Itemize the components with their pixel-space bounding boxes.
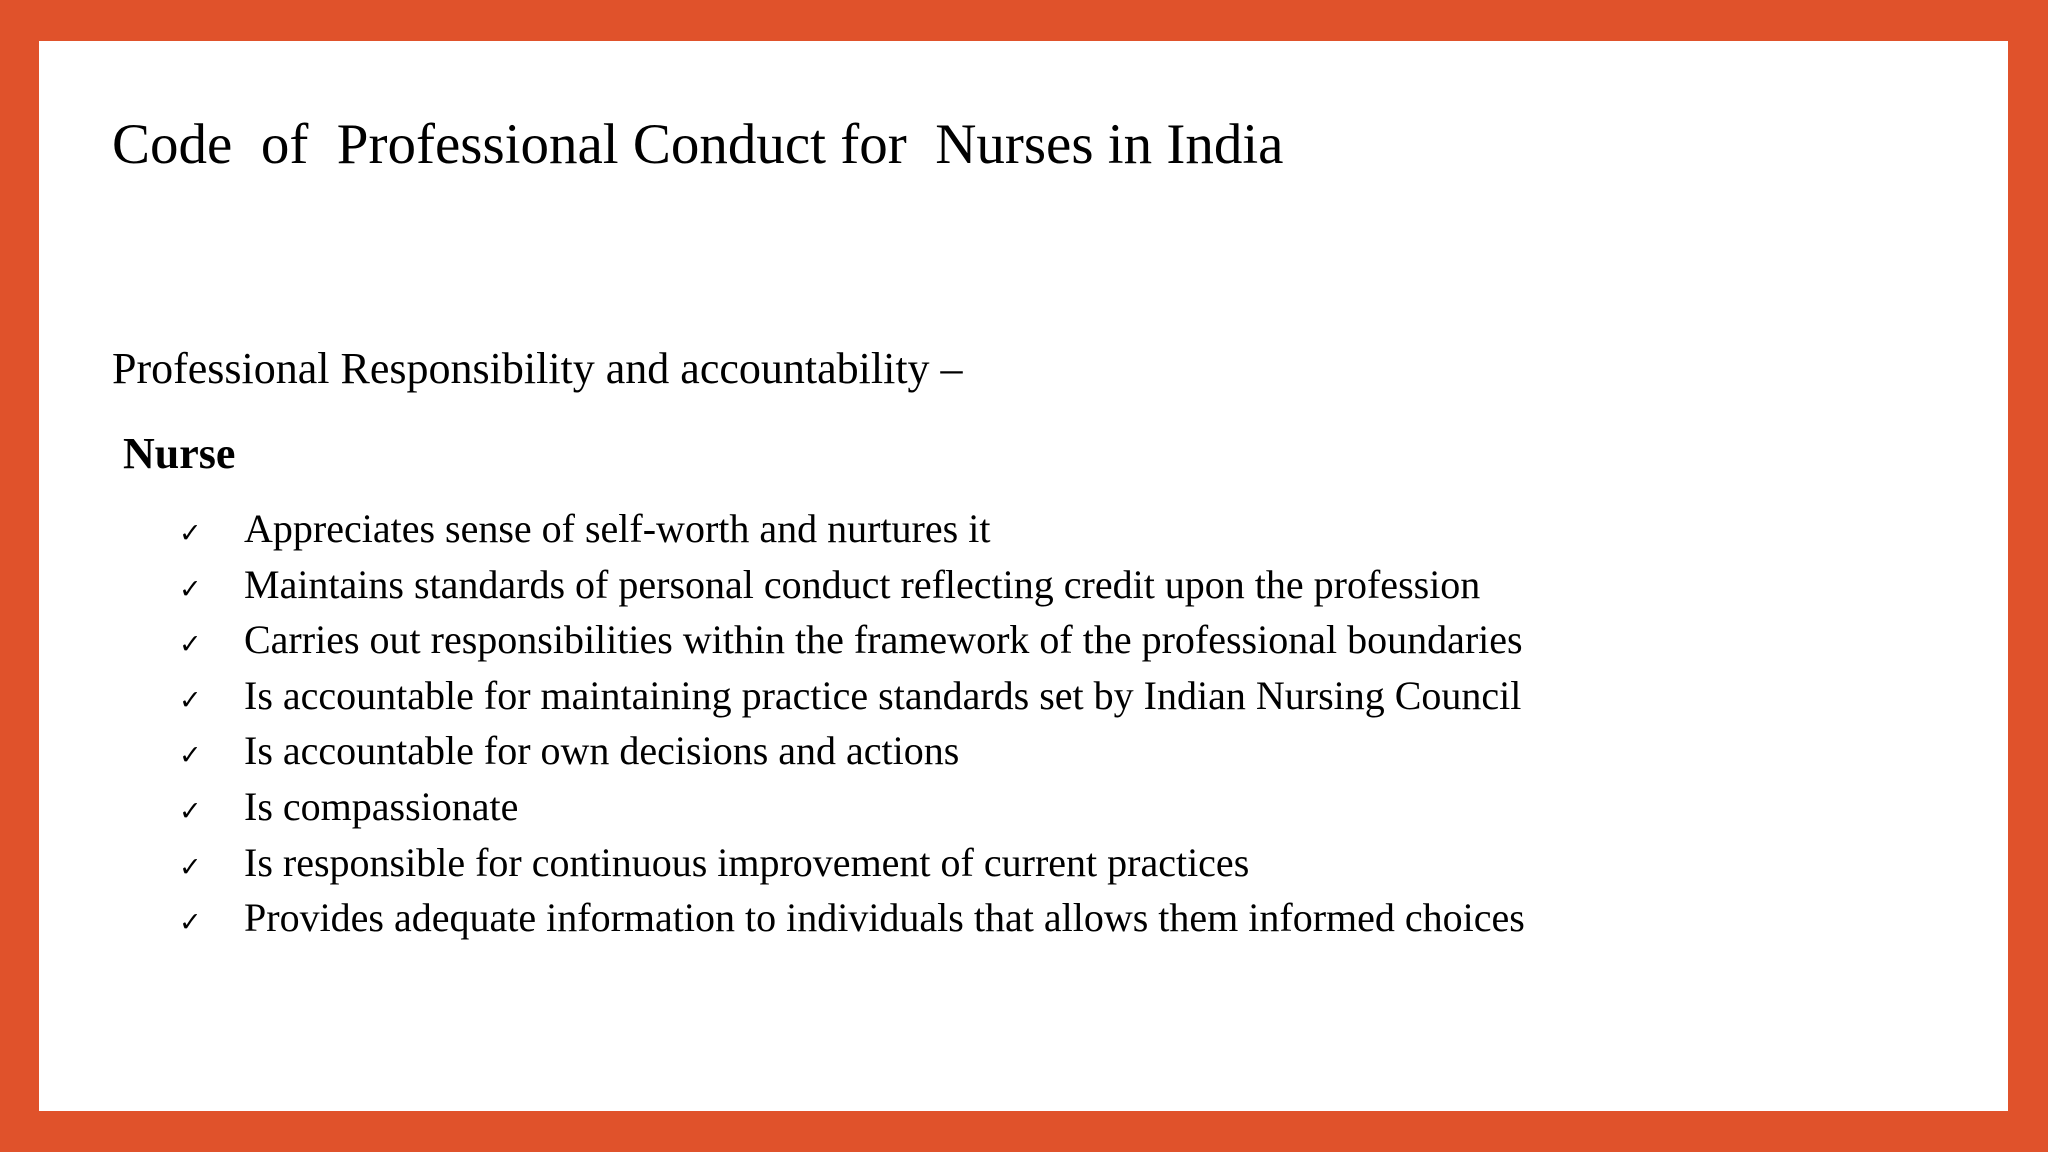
check-icon: ✓ [179,573,202,605]
check-icon: ✓ [179,629,202,661]
list-item [179,616,1525,672]
section-heading: Professional Responsibility and accountability – [112,344,963,393]
list-item [179,894,1525,950]
list-item [179,505,1525,561]
list-item-text: Is accountable for own decisions and actions [244,728,960,774]
list-item-text: Provides adequate information to individuals that allows them informed choices [244,895,1525,941]
list-item-text: Maintains standards of personal conduct reflecting credit upon the profession [244,561,1481,607]
check-icon: ✓ [179,907,202,939]
subject-label: Nurse [123,429,236,478]
list-item [179,783,1525,839]
check-icon: ✓ [179,518,202,549]
list-item-text: Is accountable for maintaining practice standards set by Indian Nursing Council [244,672,1522,718]
list-item-text: Is responsible for continuous improvement of current practices [244,839,1250,885]
check-icon: ✓ [179,795,202,827]
duty-list [179,505,1525,950]
list-item-text: Appreciates sense of self-worth and nurtures it [244,506,991,551]
list-item [179,561,1525,617]
list-item-text: Carries out responsibilities within the framework of the professional boundaries [244,617,1523,663]
list-item-text: Is compassionate [244,783,519,829]
check-icon: ✓ [179,684,202,716]
check-icon: ✓ [179,851,202,883]
list-item [179,672,1525,728]
list-item [179,727,1525,783]
check-icon: ✓ [179,740,202,772]
slide-title: Code of Professional Conduct for Nurses in India [112,113,1284,176]
slide-canvas [39,41,2008,1111]
list-item [179,839,1525,895]
